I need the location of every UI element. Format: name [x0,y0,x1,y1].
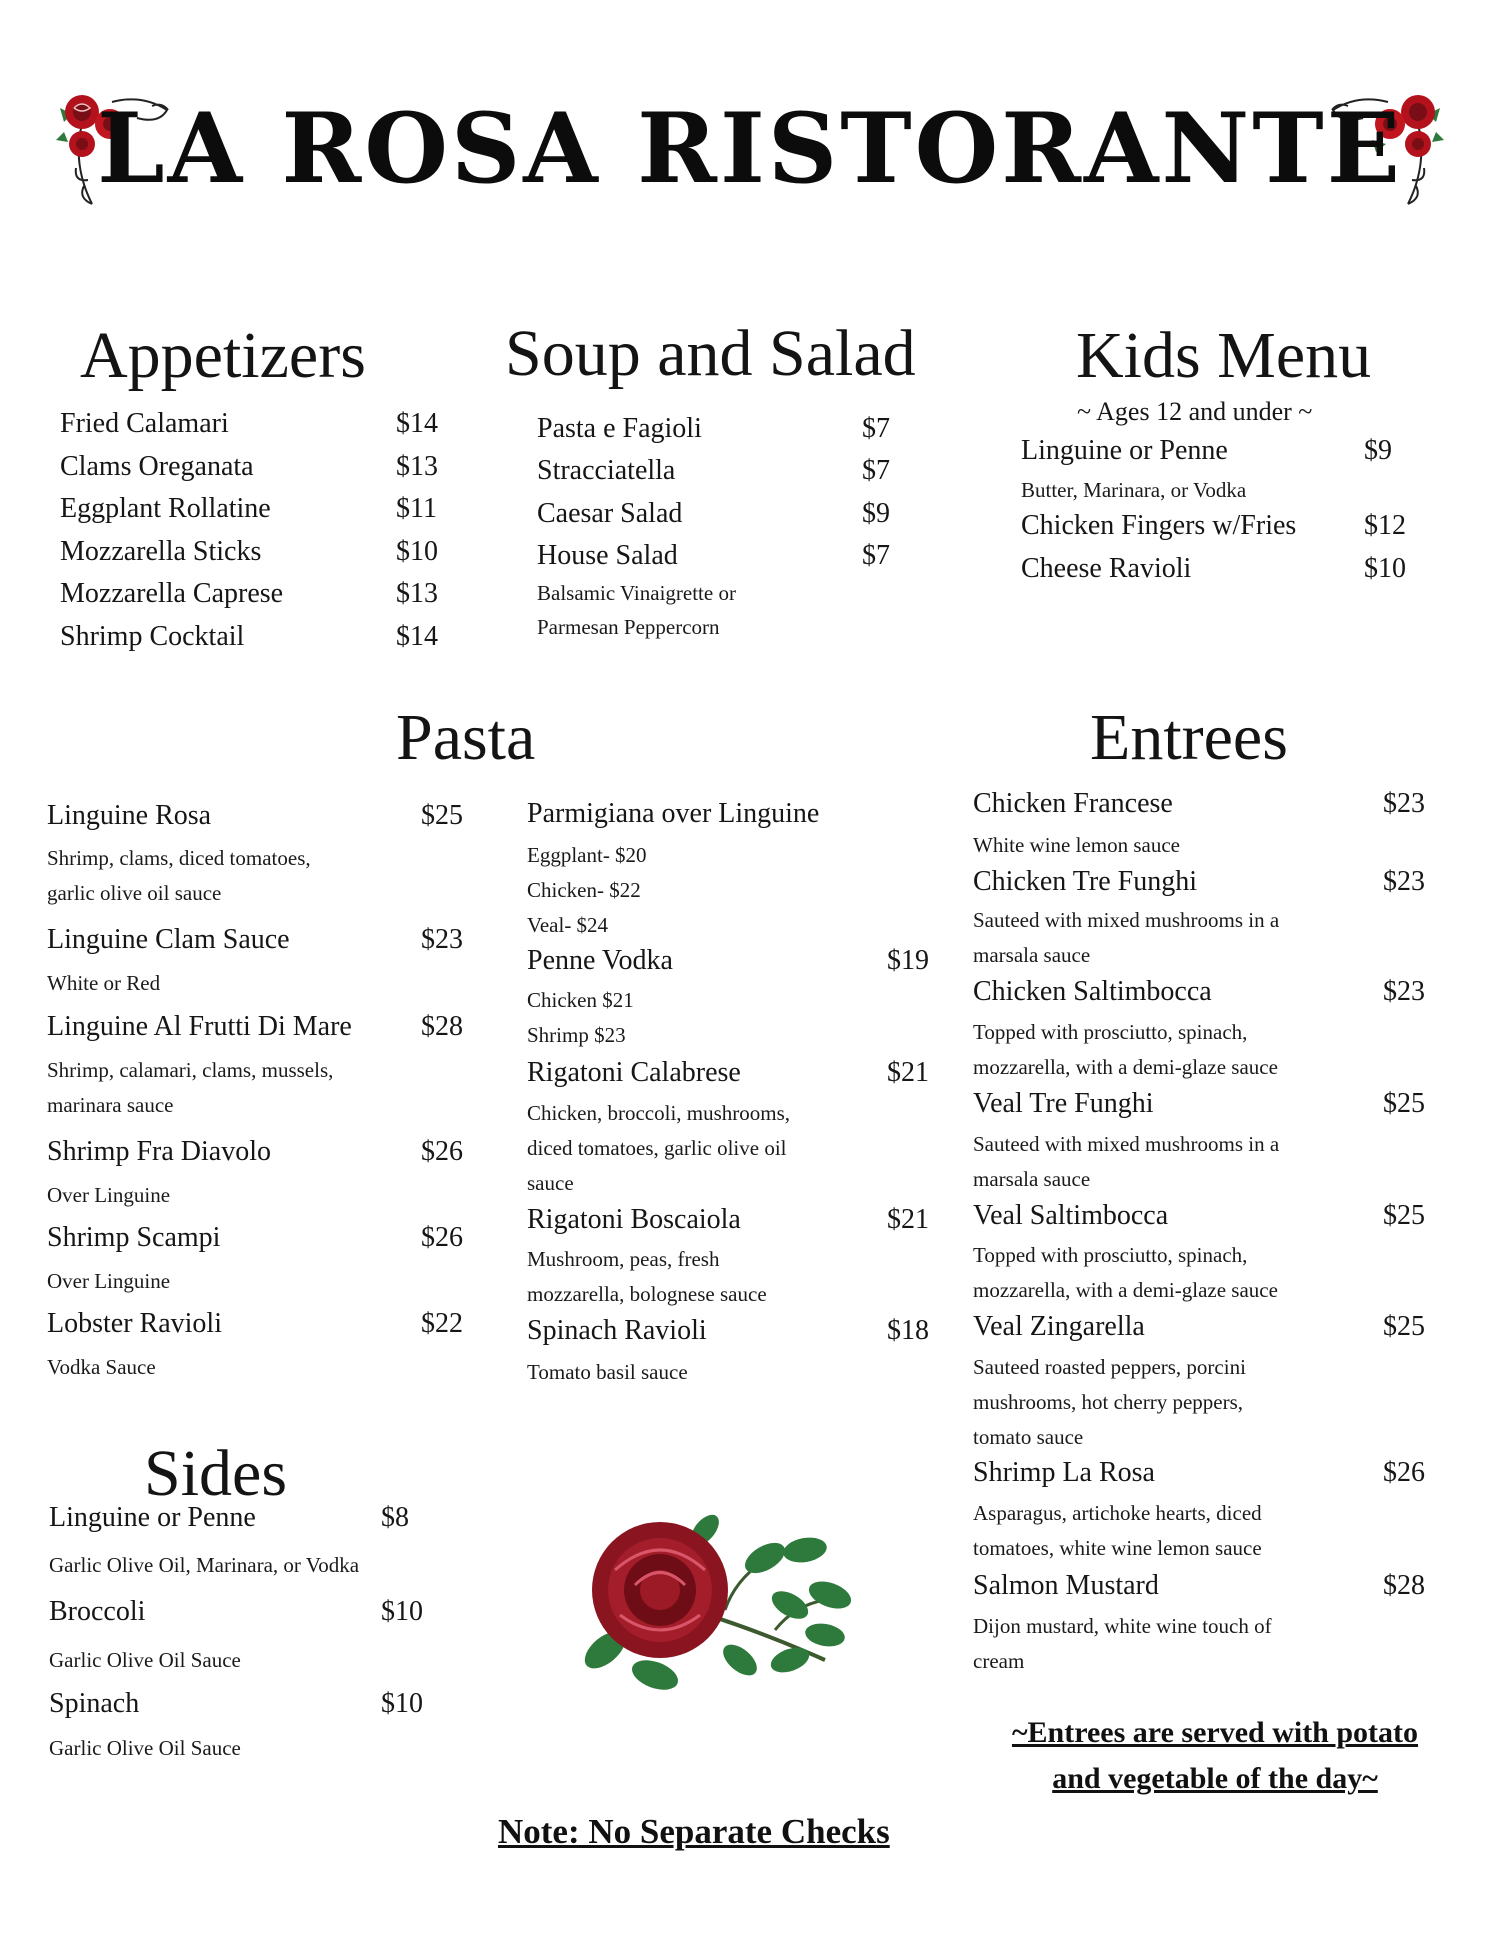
menu-item-name: Linguine or Penne [1021,435,1228,466]
menu-item-description: Sauteed roasted peppers, porcini [973,1355,1246,1379]
menu-item-price: $8 [381,1502,409,1533]
pasta-heading: Pasta [396,701,536,774]
menu-item-description: Topped with prosciutto, spinach, [973,1243,1248,1267]
menu-item-name: House Salad [537,540,678,571]
menu-item-description: tomato sauce [973,1425,1084,1449]
menu-item-price: $26 [421,1222,463,1253]
entrees-note-line-2: and vegetable of the day~ [1052,1762,1378,1795]
menu-item-price: $10 [1364,553,1406,584]
menu-item-description: Tomato basil sauce [527,1360,688,1384]
menu-item-name: Mozzarella Caprese [60,578,284,609]
menu-item-price: $22 [421,1308,463,1339]
menu-item-price: $25 [1383,1088,1425,1119]
menu-item-name: Salmon Mustard [973,1570,1159,1601]
menu-item-name: Stracciatella [537,455,676,486]
menu-item-description: diced tomatoes, garlic olive oil [527,1136,787,1160]
menu-item-price: $14 [396,408,438,439]
menu-item-description: mozzarella, with a demi-glaze sauce [973,1278,1278,1302]
menu-item-name: Spinach [49,1688,140,1719]
menu-item-name: Chicken Saltimbocca [973,976,1212,1007]
menu-item-price: $25 [1383,1311,1425,1342]
menu-item-description: White or Red [47,971,161,995]
menu-item-price: $14 [396,621,438,652]
menu-item-price: $21 [887,1057,929,1088]
menu-item-description: mozzarella, with a demi-glaze sauce [973,1055,1278,1079]
menu-item-price: $9 [1364,435,1392,466]
menu-item-name: Parmigiana over Linguine [527,798,820,829]
menu-item-name: Shrimp Fra Diavolo [47,1136,271,1167]
menu-item-description: Veal- $24 [527,913,609,937]
menu-item-name: Cheese Ravioli [1021,553,1192,584]
menu-item-price: $9 [862,498,890,529]
menu-item-description: Sauteed with mixed mushrooms in a [973,908,1280,932]
menu-item-name: Lobster Ravioli [47,1308,222,1339]
menu-item-description: Sauteed with mixed mushrooms in a [973,1132,1280,1156]
menu-item-description: Over Linguine [47,1183,171,1207]
menu-item-description: White wine lemon sauce [973,833,1181,857]
menu-item-description: Balsamic Vinaigrette or [537,581,736,605]
menu-item-name: Linguine Al Frutti Di Mare [47,1011,352,1042]
no-separate-checks-note: Note: No Separate Checks [498,1812,890,1851]
menu-item-description: Over Linguine [47,1269,171,1293]
menu-item-name: Mozzarella Sticks [60,536,262,567]
sides-heading: Sides [144,1437,288,1510]
menu-item-description: marinara sauce [47,1093,174,1117]
appetizers-heading: Appetizers [80,319,366,392]
menu-item-name: Pasta e Fagioli [537,413,702,444]
menu-item-price: $28 [1383,1570,1425,1601]
menu-item-price: $7 [862,540,890,571]
menu-item-name: Fried Calamari [60,408,229,439]
menu-item-price: $19 [887,945,929,976]
menu-item-name: Rigatoni Calabrese [527,1057,741,1088]
menu-item-price: $11 [396,493,437,524]
menu-item-description: Dijon mustard, white wine touch of [973,1614,1272,1638]
menu-item-name: Rigatoni Boscaiola [527,1204,741,1235]
menu-item-name: Veal Saltimbocca [973,1200,1169,1231]
menu-item-price: $10 [396,536,438,567]
soup-salad-heading: Soup and Salad [505,317,916,390]
menu-item-price: $10 [381,1596,423,1627]
menu-item-description: Eggplant- $20 [527,843,647,867]
kids-menu-subheading: ~ Ages 12 and under ~ [1077,397,1313,426]
rose-illustration-icon [575,1510,865,1700]
menu-item-description: garlic olive oil sauce [47,881,222,905]
menu-item-price: $13 [396,578,438,609]
menu-item-name: Chicken Fingers w/Fries [1021,510,1297,541]
menu-item-name: Caesar Salad [537,498,683,529]
menu-item-description: mozzarella, bolognese sauce [527,1282,767,1306]
menu-item-name: Chicken Francese [973,788,1173,819]
menu-item-name: Linguine Clam Sauce [47,924,290,955]
menu-item-description: Butter, Marinara, or Vodka [1021,478,1247,502]
menu-item-description: Mushroom, peas, fresh [527,1247,720,1271]
menu-item-price: $26 [421,1136,463,1167]
menu-item-name: Spinach Ravioli [527,1315,707,1346]
entrees-served-note [995,1710,1435,1802]
menu-item-description: Chicken, broccoli, mushrooms, [527,1101,791,1125]
menu-item-description: Shrimp, calamari, clams, mussels, [47,1058,334,1082]
menu-item-description: Topped with prosciutto, spinach, [973,1020,1248,1044]
menu-item-price: $7 [862,413,890,444]
menu-item-price: $21 [887,1204,929,1235]
menu-item-price: $12 [1364,510,1406,541]
menu-item-description: Parmesan Peppercorn [537,615,720,639]
menu-item-description: marsala sauce [973,943,1091,967]
menu-item-description: Shrimp, clams, diced tomatoes, [47,846,311,870]
menu-item-price: $23 [1383,788,1425,819]
menu-item-description: marsala sauce [973,1167,1091,1191]
menu-item-name: Linguine Rosa [47,800,212,831]
menu-item-description: sauce [527,1171,574,1195]
menu-item-price: $18 [887,1315,929,1346]
menu-item-price: $23 [421,924,463,955]
menu-item-name: Penne Vodka [527,945,673,976]
menu-item-description: Garlic Olive Oil Sauce [49,1736,241,1760]
menu-item-name: Shrimp Scampi [47,1222,221,1253]
menu-item-price: $25 [421,800,463,831]
menu-item-description: Garlic Olive Oil, Marinara, or Vodka [49,1553,360,1577]
entrees-heading: Entrees [1090,701,1288,774]
menu-item-price: $13 [396,451,438,482]
menu-item-name: Broccoli [49,1596,146,1627]
menu-item-name: Shrimp La Rosa [973,1457,1155,1488]
menu-item-description: Shrimp $23 [527,1023,626,1047]
menu-item-description: Chicken- $22 [527,878,641,902]
menu-item-price: $26 [1383,1457,1425,1488]
menu-item-description: mushrooms, hot cherry peppers, [973,1390,1244,1414]
entrees-note-line-1: ~Entrees are served with potato [1011,1716,1419,1749]
menu-item-name: Veal Tre Funghi [973,1088,1154,1119]
menu-item-description: Garlic Olive Oil Sauce [49,1648,241,1672]
menu-item-name: Linguine or Penne [49,1502,256,1533]
menu-item-price: $28 [421,1011,463,1042]
kids-menu-heading: Kids Menu [1076,319,1372,392]
menu-item-price: $23 [1383,976,1425,1007]
menu-item-price: $23 [1383,866,1425,897]
menu-item-price: $7 [862,455,890,486]
menu-item-description: Chicken $21 [527,988,634,1012]
menu-item-name: Veal Zingarella [973,1311,1145,1342]
menu-item-name: Clams Oreganata [60,451,254,482]
menu-item-description: tomatoes, white wine lemon sauce [973,1536,1262,1560]
menu-item-description: cream [973,1649,1025,1673]
menu-item-price: $25 [1383,1200,1425,1231]
restaurant-title: LA ROSA RISTORANTE [97,92,1403,205]
menu-item-description: Vodka Sauce [47,1355,156,1379]
menu-item-description: Asparagus, artichoke hearts, diced [973,1501,1262,1525]
menu-item-name: Eggplant Rollatine [60,493,271,524]
menu-item-name: Chicken Tre Funghi [973,866,1198,897]
menu-item-name: Shrimp Cocktail [60,621,245,652]
menu-item-price: $10 [381,1688,423,1719]
